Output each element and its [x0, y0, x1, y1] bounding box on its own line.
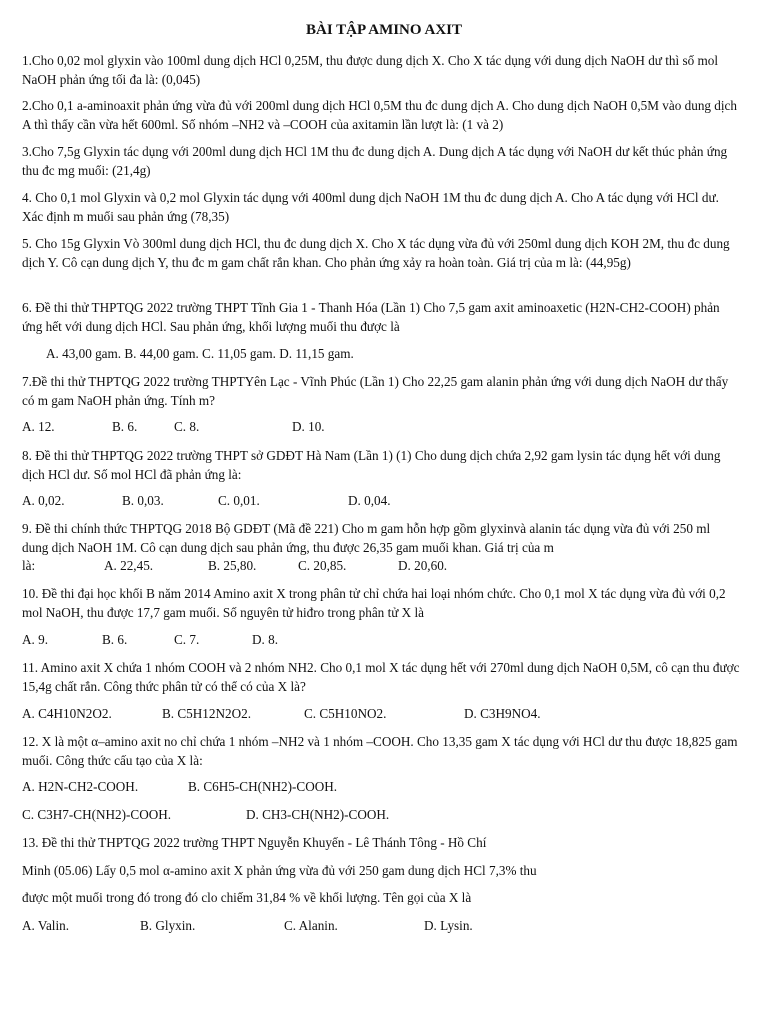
option-a: A. H2N-CH2-COOH.	[22, 779, 139, 794]
option-c: C. C3H7-CH(NH2)-COOH.	[22, 807, 172, 822]
option-a: A. 9.	[22, 632, 49, 647]
question-9-lead: là:	[22, 558, 36, 573]
option-b: B. 0,03.	[122, 493, 164, 508]
question-9: 9. Đề thi chính thức THPTQG 2018 Bộ GDĐT (Mã đề 221) Cho m gam hỗn hợp gồm glyxinvà alanin tác dụng vừa đủ với 250 ml dung dịch NaOH 1M. Cô cạn dung dịch sau phản ứng, thu được 26,35 gam muối khan. Giá trị của m	[22, 521, 711, 555]
option-c: C. 0,01.	[218, 493, 260, 508]
question-6-options: A. 43,00 gam. B. 44,00 gam. C. 11,05 gam. D. 11,15 gam.	[46, 346, 354, 361]
option-b: B. 25,80.	[208, 558, 257, 573]
option-c: C. Alanin.	[284, 918, 338, 933]
question-6: 6. Đề thi thử THPTQG 2022 trường THPT Tĩnh Gia 1 - Thanh Hóa (Lần 1) Cho 7,5 gam axit aminoaxetic (H2N-CH2-COOH) phản ứng hết với dung dịch HCl. Sau phản ứng, khối lượng muối thu được là	[22, 300, 720, 334]
question-1: 1.Cho 0,02 mol glyxin vào 100ml dung dịch HCl 0,25M, thu được dung dịch X. Cho X tác dụng với dung dịch NaOH dư thì số mol NaOH phản ứng tối đa là: (0,045)	[22, 53, 719, 87]
option-b: B. C5H12N2O2.	[162, 706, 252, 721]
option-c: C. C5H10NO2.	[304, 706, 387, 721]
option-d: D. 20,60.	[398, 558, 448, 573]
question-10: 10. Đề thi đại học khối B năm 2014 Amino axit X trong phân tử chỉ chứa hai loại nhóm chức. Cho 0,1 mol X tác dụng vừa đủ với 0,2 mol NaOH, thu được 17,7 gam muối. Số nguyên tử hiđro trong phân tử X là	[22, 586, 726, 620]
question-2: 2.Cho 0,1 a-aminoaxit phản ứng vừa đủ với 200ml dung dịch HCl 0,5M thu đc dung dịch A. Cho dung dịch NaOH 0,5M vào dung dịch A thì thấy cần vừa hết 600ml. Số nhóm –NH2 và –COOH của axitamin lần lượt là: (1 và 2)	[22, 98, 738, 132]
question-11: 11. Amino axit X chứa 1 nhóm COOH và 2 nhóm NH2. Cho 0,1 mol X tác dụng hết với 270ml dung dịch NaOH 0,5M, cô cạn thu được 15,4g chất rắn. Công thức phân tử có thể có của X là?	[22, 660, 740, 694]
option-c: C. 7.	[174, 632, 200, 647]
option-d: D. 10.	[292, 419, 325, 434]
option-a: A. 0,02.	[22, 493, 65, 508]
option-a: A. Valin.	[22, 918, 70, 933]
option-d: D. Lysin.	[424, 918, 473, 933]
question-13-line-2: Minh (05.06) Lấy 0,5 mol α-amino axit X phản ứng vừa đủ với 250 gam dung dịch HCl 7,3% thu	[22, 863, 537, 878]
question-12: 12. X là một α–amino axit no chỉ chứa 1 nhóm –NH2 và 1 nhóm –COOH. Cho 13,35 gam X tác dụng với HCl dư thu được 18,825 gam muối. Công thức cấu tạo của X là:	[22, 734, 738, 768]
question-5: 5. Cho 15g Glyxin Vò 300ml dung dịch HCl, thu đc dung dịch X. Cho X tác dụng vừa đủ với 250ml dung dịch KOH 2M, thu đc dung dịch Y. Cô cạn dung dịch Y, thu đc m gam chất rắn khan. Cho phản ứng xảy ra hoàn toàn. Giá trị của m là: (44,95g)	[22, 236, 730, 270]
option-b: B. Glyxin.	[140, 918, 196, 933]
option-d: D. CH3-CH(NH2)-COOH.	[246, 807, 390, 822]
question-3: 3.Cho 7,5g Glyxin tác dụng với 200ml dung dịch HCl 1M thu đc dung dịch A. Dung dịch A tác dụng với NaOH dư kết thúc phản ứng thu đc mg muối: (21,4g)	[22, 144, 728, 178]
question-13-line-1: 13. Đề thi thử THPTQG 2022 trường THPT Nguyễn Khuyến - Lê Thánh Tông - Hồ Chí	[22, 835, 487, 850]
option-d: D. 8.	[252, 632, 279, 647]
option-d: D. C3H9NO4.	[464, 706, 541, 721]
option-d: D. 0,04.	[348, 493, 391, 508]
option-a: A. 12.	[22, 419, 55, 434]
question-13-line-3: được một muối trong đó trong đó clo chiếm 31,84 % về khối lượng. Tên gọi của X là	[22, 890, 472, 905]
option-b: B. C6H5-CH(NH2)-COOH.	[188, 779, 338, 794]
option-c: C. 8.	[174, 419, 200, 434]
option-c: C. 20,85.	[298, 558, 347, 573]
page-title: BÀI TẬP AMINO AXIT	[305, 22, 462, 38]
question-7: 7.Đề thi thử THPTQG 2022 trường THPTYên Lạc - Vĩnh Phúc (Lần 1) Cho 22,25 gam alanin phản ứng với dung dịch NaOH dư thấy có m gam NaOH phản ứng. Tính m?	[22, 374, 729, 408]
option-a: A. C4H10N2O2.	[22, 706, 112, 721]
question-4: 4. Cho 0,1 mol Glyxin và 0,2 mol Glyxin tác dụng với 400ml dung dịch NaOH 1M thu đc dung dịch A. Cho A tác dụng với HCl dư. Xác định m muối sau phản ứng (78,35)	[22, 190, 719, 224]
option-b: B. 6.	[112, 419, 138, 434]
question-8: 8. Đề thi thử THPTQG 2022 trường THPT sở GDĐT Hà Nam (Lần 1) (1) Cho dung dịch chứa 2,92 gam lysin tác dụng hết với dung dịch HCl dư. Số mol HCl đã phản ứng là:	[22, 448, 721, 482]
option-a: A. 22,45.	[104, 558, 154, 573]
option-b: B. 6.	[102, 632, 128, 647]
